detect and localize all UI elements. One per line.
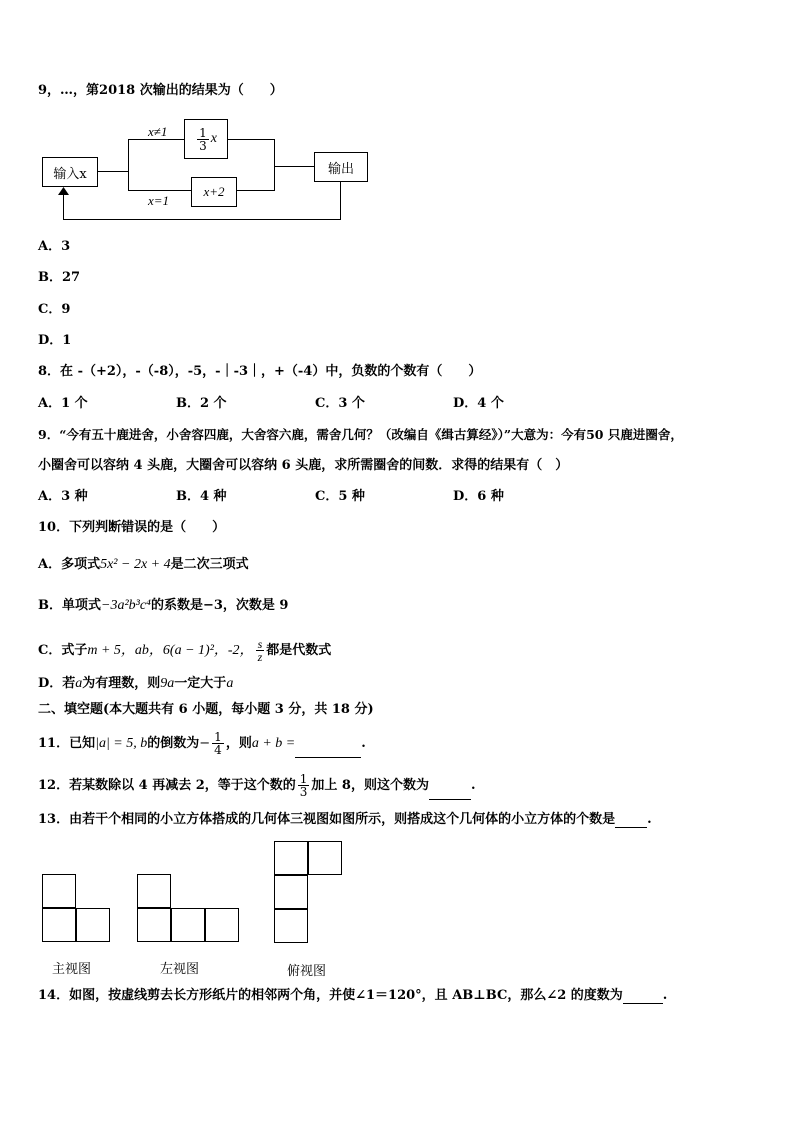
flow-line [340,182,341,220]
q9a-option-c: C．9 [38,302,71,317]
q12-pre: 12．若某数除以 4 再减去 2，等于这个数的 [38,778,296,793]
q14 [38,988,667,1004]
q9a-option-d: D．1 [38,333,72,348]
q10-d-pre: D．若 [38,676,76,691]
q10-a-pre: A．多项式 [38,557,101,572]
q10-b-expr: −3a²b³c⁴ [101,598,151,613]
q14-end: . [662,988,668,1003]
top-view-caption: 俯视图 [287,964,327,979]
q9b-line1: 9．“今有五十鹿进舍，小舍容四鹿，大舍容六鹿，需舍几何？（改编自《缉古算经》）”大意为：今有50 只鹿进圈舍， [38,427,683,442]
q11-den: 4 [214,743,222,757]
q9a-option-b: B．27 [38,270,81,285]
q10-c-expr: m + 5，ab，6(a − 1)²，-2， [87,643,254,658]
op-top-num: 1 [199,125,207,140]
front-view-caption: 主视图 [52,962,92,977]
view-square [205,908,239,942]
q14-stem: 14．如图，按虚线剪去长方形纸片的相邻两个角，并使∠1＝120°，且 AB⊥BC，那么∠2 的度数为 [38,988,623,1003]
q11-neg: − [199,736,211,751]
q9b-option-a: A．3 种 [38,489,88,504]
q10-c-pre: C．式子 [38,643,88,658]
view-square [137,908,171,942]
q8-option-a: A．1 个 [38,396,88,411]
flow-line [98,171,128,172]
q8-option-d: D．4 个 [453,396,504,411]
view-square [171,908,205,942]
q13-end: . [647,812,652,827]
q13-stem: 13．由若干个相同的小立方体搭成的几何体三视图如图所示，则搭成这个几何体的小立方体的个数是 [38,812,616,827]
q9b-option-c: C．5 种 [315,489,365,504]
q12-den: 3 [299,785,308,799]
answer-blank[interactable] [295,745,361,758]
flow-cond-bottom: x=1 [148,193,170,208]
q10-option-c [38,638,331,662]
q10-option-b [38,598,288,614]
q10-d-a2: a [226,676,234,691]
q11-num: 1 [214,730,222,744]
q10-d-post: 一定大于 [174,676,227,691]
flow-output-box: 输出 [314,152,368,182]
q9b-option-d: D．6 种 [453,489,504,504]
q10-option-a [38,557,249,573]
q11-expr1: |a| = 5, b [95,736,148,751]
view-square [137,874,171,908]
view-square [274,875,308,909]
q11-comma: ，则 [225,736,252,751]
q8-option-c: C．3 个 [315,396,365,411]
answer-blank[interactable] [615,815,647,828]
q12-end: . [470,778,476,793]
q12-num: 1 [299,772,308,786]
q10-c-num: s [257,637,263,651]
q10-d-a: a [75,676,83,691]
q10-d-mid: 为有理数，则 [82,676,161,691]
view-square [76,908,110,942]
q9a-option-a: A．3 [38,239,71,254]
q11-pre: 11．已知 [38,736,96,751]
flow-line [274,166,314,167]
q11-end: . [361,736,366,751]
q11-mid: 的倒数为 [147,736,200,751]
q10-option-d [38,676,233,692]
view-square [308,841,342,875]
q10-b-post: 的系数是−3，次数是 9 [150,598,289,613]
flow-arrow-icon [58,187,69,195]
q12 [38,772,476,800]
flow-input-box: 输入x [42,157,98,187]
q10-c-den: z [257,650,263,664]
flow-line [228,139,274,140]
q12-post: 加上 8，则这个数为 [311,778,429,793]
flow-line [63,192,64,220]
flow-cond-top: x≠1 [148,124,168,139]
q10-b-pre: B．单项式 [38,598,101,613]
view-square [42,874,76,908]
answer-blank[interactable] [429,787,471,800]
q10-a-expr: 5x² − 2x + 4 [100,557,171,572]
q9b-option-b: B．4 种 [176,489,227,504]
q10-c-post: 都是代数式 [266,643,332,658]
op-top-var: x [210,131,217,146]
answer-blank[interactable] [623,991,663,1004]
view-square [274,841,308,875]
q10-stem: 10．下列判断错误的是（ ） [38,520,226,535]
flow-line [237,190,274,191]
left-view-caption: 左视图 [160,962,200,977]
view-square [274,909,308,943]
q10-a-post: 是二次三项式 [170,557,249,572]
q10-d-expr: 9a [160,676,175,691]
q8-option-b: B．2 个 [176,396,227,411]
op-top-den: 3 [199,138,207,153]
flow-op-bottom-box: x+2 [191,177,237,207]
section-title: 二、填空题(本大题共有 6 小题，每小题 3 分，共 18 分) [38,702,374,717]
flow-op-top-box [184,119,228,159]
flow-line [63,219,341,220]
q9a-stem: 9，…，第2018 次输出的结果为（ ） [38,83,283,98]
flow-line [128,190,191,191]
flow-line [274,139,275,191]
q9b-line2: 小圈舍可以容纳 4 头鹿，大圈舍可以容纳 6 头鹿，求所需圈舍的间数．求得的结果有（ ） [38,458,569,473]
flow-line [128,139,129,190]
q13 [38,812,652,828]
q8-stem: 8．在 -（+2），-（-8），-5，-｜-3｜，+（-4）中，负数的个数有（ ） [38,364,482,379]
q11-expr2: a + b = [251,736,296,751]
q11 [38,730,366,758]
view-square [42,908,76,942]
